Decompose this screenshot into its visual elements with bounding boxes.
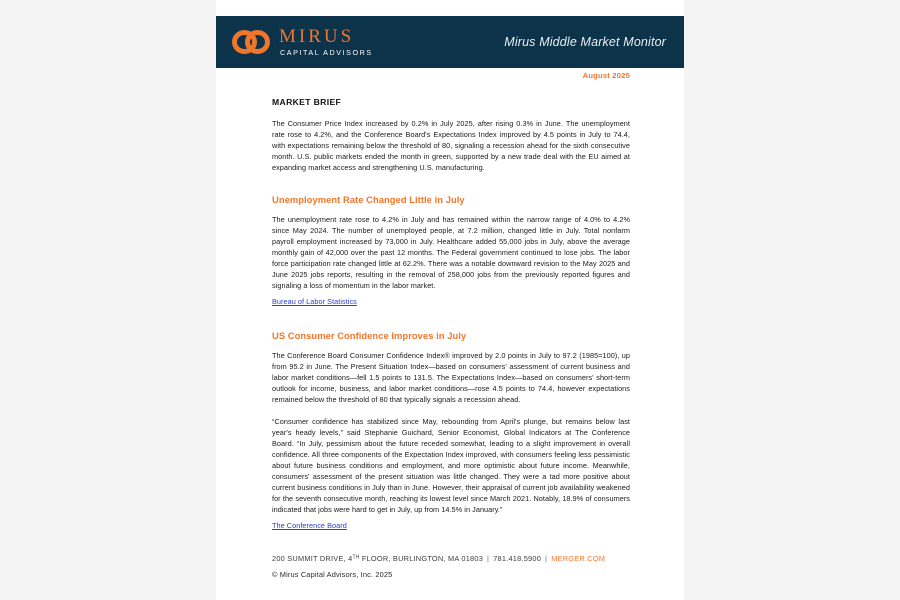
paragraph-spacer	[272, 405, 630, 416]
document-footer	[272, 554, 652, 579]
footer-address-start: 200 SUMMIT DRIVE, 4	[272, 554, 353, 563]
section-heading-unemployment: Unemployment Rate Changed Little in July	[272, 194, 465, 205]
issue-date: August 2025	[582, 71, 630, 80]
footer-separator-1: |	[487, 554, 490, 563]
footer-copyright: © Mirus Capital Advisors, Inc. 2025	[272, 570, 393, 579]
footer-address-rest: FLOOR, BURLINGTON, MA 01803	[359, 554, 484, 563]
footer-phone: 781.418.5900	[493, 554, 542, 563]
footer-website-link[interactable]: MERGER.COM	[551, 554, 606, 563]
footer-address-ordinal: TH	[352, 554, 360, 561]
section-quote-consumer-confidence: “Consumer confidence has stabilized since May, rebounding from April's plunge, but remains below last year's heady levels,” said Stephanie Guichard, Senior Economist, Global Indicators at The Conference Board. “In July, pessimism about the future receded somewhat, leading to a slight improvement in overall confidence. All three components of the Expectation Index improved, with consumers feeling less pessimistic about future business conditions and employment, and more optimistic about future income. Meanwhile, consumers' assessment of the present situation was little changed. They were a tad more positive about current business conditions in July than in June. However, their appraisal of current job availability weakened for the seventh consecutive month, reaching its lowest level since March 2021. Notably, 18.9% of consumers indicated that jobs were hard to get in July, up from 14.5% in January.”	[272, 417, 630, 514]
section-paragraph-unemployment: The unemployment rate rose to 4.2% in July and has remained within the narrow range of 4.0% to 4.2% since May 2024. The number of unemployed people, at 7.2 million, changed little in July. Total nonfarm payroll employment increased by 73,000 in July. Healthcare added 55,000 jobs in July, above the average monthly gain of 42,000 over the past 12 months. The Federal government continued to lose jobs. The labor force participation rate changed little at 62.2%. There was a notable downward revision to the May 2025 and June 2025 jobs reports, resulting in the removal of 258,000 jobs from the previously reported figures and signaling a loss of momentum in the labor market.	[272, 215, 630, 290]
logo-wordmark	[279, 27, 373, 56]
section-spacer	[272, 173, 630, 194]
document-content	[272, 97, 630, 533]
footer-contact-line	[272, 554, 652, 563]
mirus-logo	[216, 27, 373, 56]
document-page	[216, 0, 684, 600]
logo-name: MIRUS	[279, 26, 355, 48]
publication-title: Mirus Middle Market Monitor	[504, 35, 666, 49]
interlocking-rings-icon	[232, 28, 272, 56]
section-spacer	[272, 309, 630, 330]
source-link-bls[interactable]: Bureau of Labor Statistics	[272, 297, 357, 306]
market-brief-paragraph: The Consumer Price Index increased by 0.2% in July 2025, after rising 0.3% in June. The unemployment rate rose to 4.2%, and the Conference Board's Expectations Index improved by 4.5 points in July to 74.4, with expectations remaining below the threshold of 80, signaling a recession ahead for the sixth consecutive month. U.S. public markets ended the month in green, supported by a new trade deal with the EU aimed at expanding market access and strengthening U.S. manufacturing.	[272, 119, 630, 172]
footer-separator-2: |	[545, 554, 548, 563]
section-heading-consumer-confidence: US Consumer Confidence Improves in July	[272, 330, 467, 341]
logo-tagline: CAPITAL ADVISORS	[280, 48, 373, 58]
section-paragraph-consumer-confidence: The Conference Board Consumer Confidence Index® improved by 2.0 points in July to 97.2 (1985=100), up from 95.2 in June. The Present Situation Index—based on consumers' assessment of current business and labor market conditions—fell 1.5 points to 131.5. The Expectations Index—based on consumers' short-term outlook for income, business, and labor market conditions—rose 4.5 points to 74.4, however expectations remained below the threshold of 80 that typically signals a recession ahead.	[272, 351, 630, 404]
market-brief-heading: MARKET BRIEF	[272, 97, 342, 107]
document-header-band	[216, 16, 684, 68]
ring-right-icon	[245, 30, 270, 54]
source-link-conference-board[interactable]: The Conference Board	[272, 521, 347, 530]
